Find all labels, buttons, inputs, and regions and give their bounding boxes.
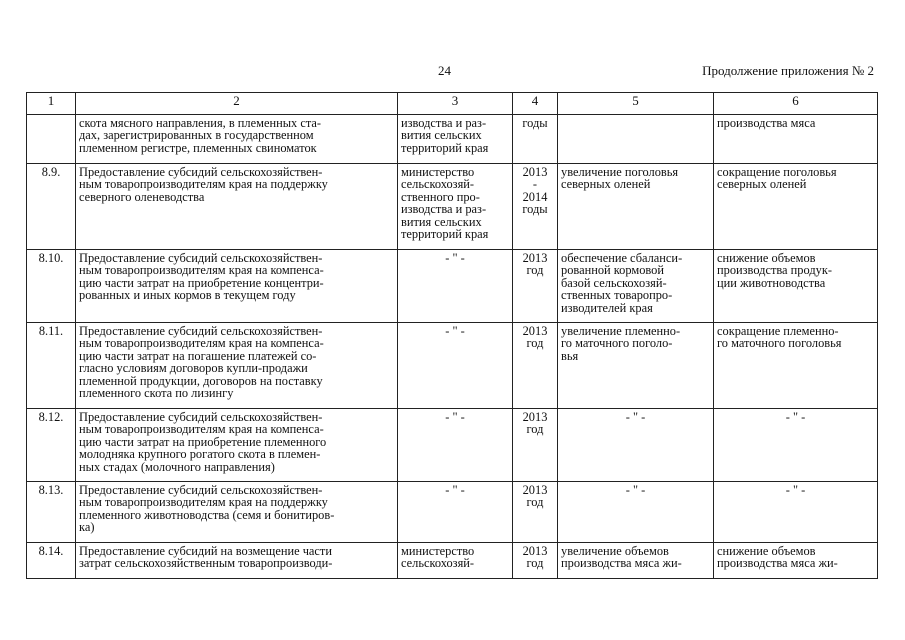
responsible-executor: - " - [398, 409, 513, 482]
expected-result: увеличение поголовья северных оленей [558, 164, 714, 250]
column-header-1: 1 [27, 93, 76, 115]
table-row [27, 323, 878, 409]
implementation-period: 2013 год [513, 543, 558, 579]
expected-result: - " - [558, 409, 714, 482]
table-row [27, 543, 878, 579]
implementation-period: 2013 год [513, 409, 558, 482]
implementation-period: 2013 - 2014 годы [513, 164, 558, 250]
measure-name: Предоставление субсидий сельскохозяйствен- ным товаропроизводителям края на компенса- цию части затрат на погашение платежей со- гласно условиям договоров купли-продажи племенной продукции, договоров на поставку племенного скота по лизингу [76, 323, 398, 409]
row-number: 8.12. [27, 409, 76, 482]
non-implementation-consequence: снижение объемов производства мяса жи- [714, 543, 878, 579]
row-number: 8.9. [27, 164, 76, 250]
table-row [27, 409, 878, 482]
implementation-period: 2013 год [513, 482, 558, 543]
column-number-row [27, 93, 878, 115]
expected-result: обеспечение сбаланси- рованной кормовой базой сельскохозяй- ственных товаропро- изводителей края [558, 250, 714, 323]
responsible-executor: министерство сельскохозяй- ственного про- изводства и раз- вития сельских территорий края [398, 164, 513, 250]
table-row [27, 250, 878, 323]
non-implementation-consequence: - " - [714, 409, 878, 482]
responsible-executor: министерство сельскохозяй- [398, 543, 513, 579]
page-number: 24 [438, 63, 451, 78]
row-number: 8.14. [27, 543, 76, 579]
implementation-period: 2013 год [513, 250, 558, 323]
non-implementation-consequence: - " - [714, 482, 878, 543]
row-number: 8.13. [27, 482, 76, 543]
column-header-5: 5 [558, 93, 714, 115]
expected-result: - " - [558, 482, 714, 543]
continuation-label: Продолжение приложения № 2 [702, 63, 874, 78]
table-row [27, 115, 878, 164]
non-implementation-consequence: сокращение племенно- го маточного поголовья [714, 323, 878, 409]
non-implementation-consequence: производства мяса [714, 115, 878, 164]
implementation-period: 2013 год [513, 323, 558, 409]
column-header-4: 4 [513, 93, 558, 115]
column-header-3: 3 [398, 93, 513, 115]
responsible-executor: - " - [398, 323, 513, 409]
responsible-executor: - " - [398, 482, 513, 543]
column-header-6: 6 [714, 93, 878, 115]
measure-name: Предоставление субсидий сельскохозяйствен- ным товаропроизводителям края на компенса- цию части затрат на приобретение племенного молодняка крупного рогатого скота в племен- ных стадах (молочного направления) [76, 409, 398, 482]
responsible-executor: изводства и раз- вития сельских территорий края [398, 115, 513, 164]
non-implementation-consequence: сокращение поголовья северных оленей [714, 164, 878, 250]
expected-result: увеличение племенно- го маточного поголо- вья [558, 323, 714, 409]
non-implementation-consequence: снижение объемов производства продук- ции животноводства [714, 250, 878, 323]
implementation-period: годы [513, 115, 558, 164]
row-number: 8.10. [27, 250, 76, 323]
responsible-executor: - " - [398, 250, 513, 323]
measure-name: Предоставление субсидий сельскохозяйствен- ным товаропроизводителям края на поддержку северного оленеводства [76, 164, 398, 250]
expected-result: увеличение объемов производства мяса жи- [558, 543, 714, 579]
measure-name: скота мясного направления, в племенных ста- дах, зарегистрированных в государственном племенном регистре, племенных свиноматок [76, 115, 398, 164]
expected-result [558, 115, 714, 164]
program-measures-table [26, 92, 878, 579]
measure-name: Предоставление субсидий на возмещение части затрат сельскохозяйственным товаропроизводи- [76, 543, 398, 579]
table-row [27, 164, 878, 250]
row-number: 8.11. [27, 323, 76, 409]
table-row [27, 482, 878, 543]
column-header-2: 2 [76, 93, 398, 115]
row-number [27, 115, 76, 164]
measure-name: Предоставление субсидий сельскохозяйствен- ным товаропроизводителям края на поддержку племенного животноводства (семя и бонитиров- ка) [76, 482, 398, 543]
measure-name: Предоставление субсидий сельскохозяйствен- ным товаропроизводителям края на компенса- цию части затрат на приобретение концентри- рованных и иных кормов в текущем году [76, 250, 398, 323]
